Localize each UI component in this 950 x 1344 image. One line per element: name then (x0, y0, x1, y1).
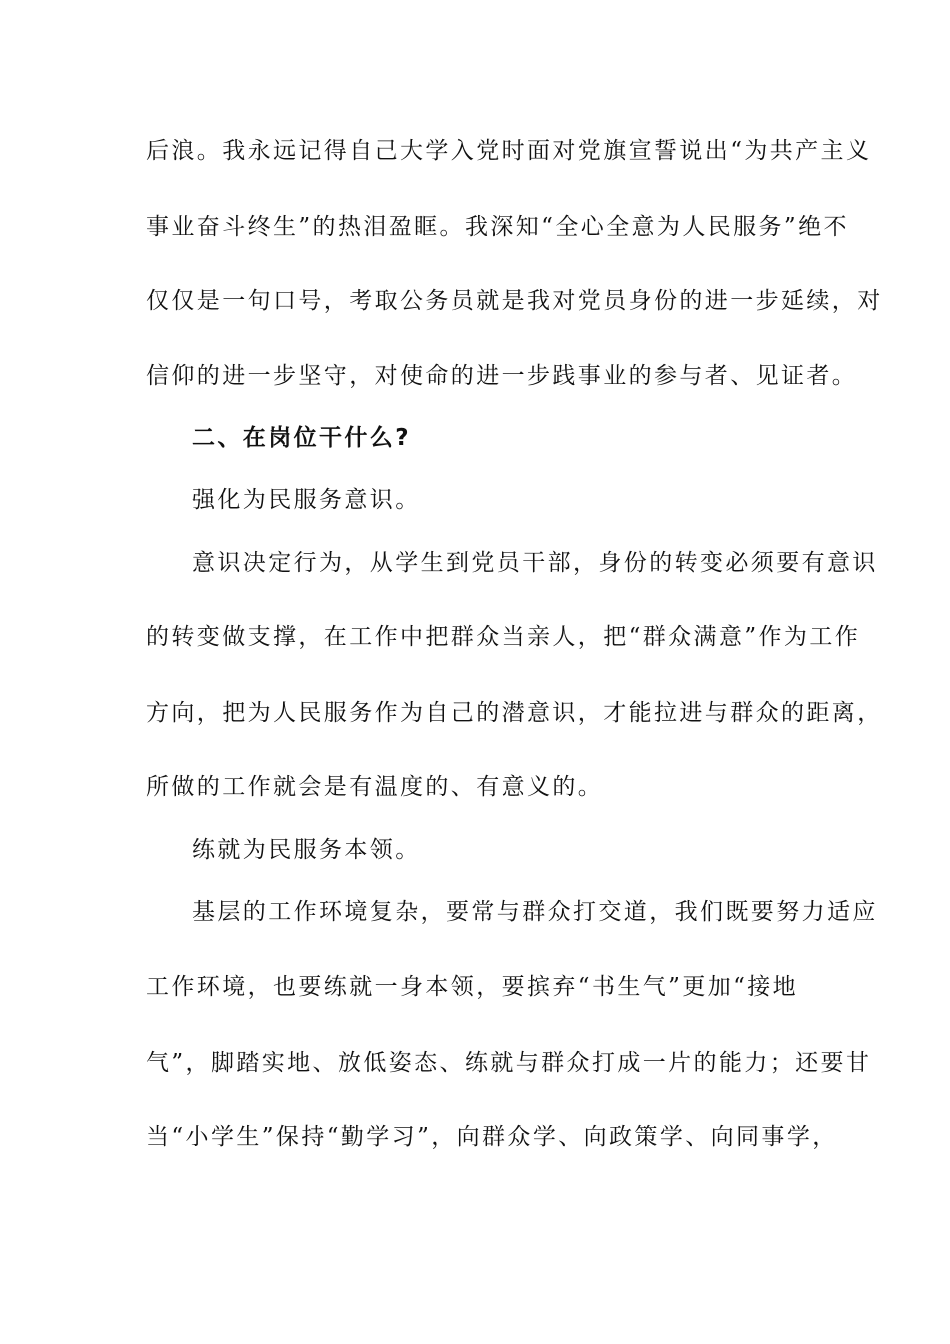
paragraph-3-line-3: 气”，脚踏实地、放低姿态、练就与群众打成一片的能力；还要甘 (146, 1050, 872, 1076)
paragraph-2-line-2: 的转变做支撑，在工作中把群众当亲人，把“群众满意”作为工作 (146, 624, 861, 650)
paragraph-1-line-4: 信仰的进一步坚守，对使命的进一步践事业的参与者、见证者。 (146, 363, 858, 389)
paragraph-2-line-1: 意识决定行为，从学生到党员干部，身份的转变必须要有意识 (192, 550, 878, 576)
subheading-develop-skills: 练就为民服务本领。 (192, 837, 421, 863)
paragraph-3-line-4: 当“小学生”保持“勤学习”，向群众学、向政策学、向同事学， (146, 1124, 838, 1150)
paragraph-3-line-2: 工作环境，也要练就一身本领，要摈弃“书生气”更加“接地 (146, 974, 799, 1000)
paragraph-1-line-3: 仅仅是一句口号，考取公务员就是我对党员身份的进一步延续，对 (146, 288, 883, 314)
paragraph-2-line-4: 所做的工作就会是有温度的、有意义的。 (146, 774, 604, 800)
section-heading: 二、在岗位干什么? (192, 425, 411, 451)
paragraph-1-line-1: 后浪。我永远记得自己大学入党时面对党旗宣誓说出“为共产主义 (146, 138, 872, 164)
paragraph-3-line-1: 基层的工作环境复杂，要常与群众打交道，我们既要努力适应 (192, 899, 878, 925)
subheading-strengthen-awareness: 强化为民服务意识。 (192, 487, 421, 513)
paragraph-2-line-3: 方向，把为人民服务作为自己的潜意识，才能拉进与群众的距离， (146, 700, 883, 726)
paragraph-1-line-2: 事业奋斗终生”的热泪盈眶。我深知“全心全意为人民服务”绝不 (146, 214, 849, 240)
